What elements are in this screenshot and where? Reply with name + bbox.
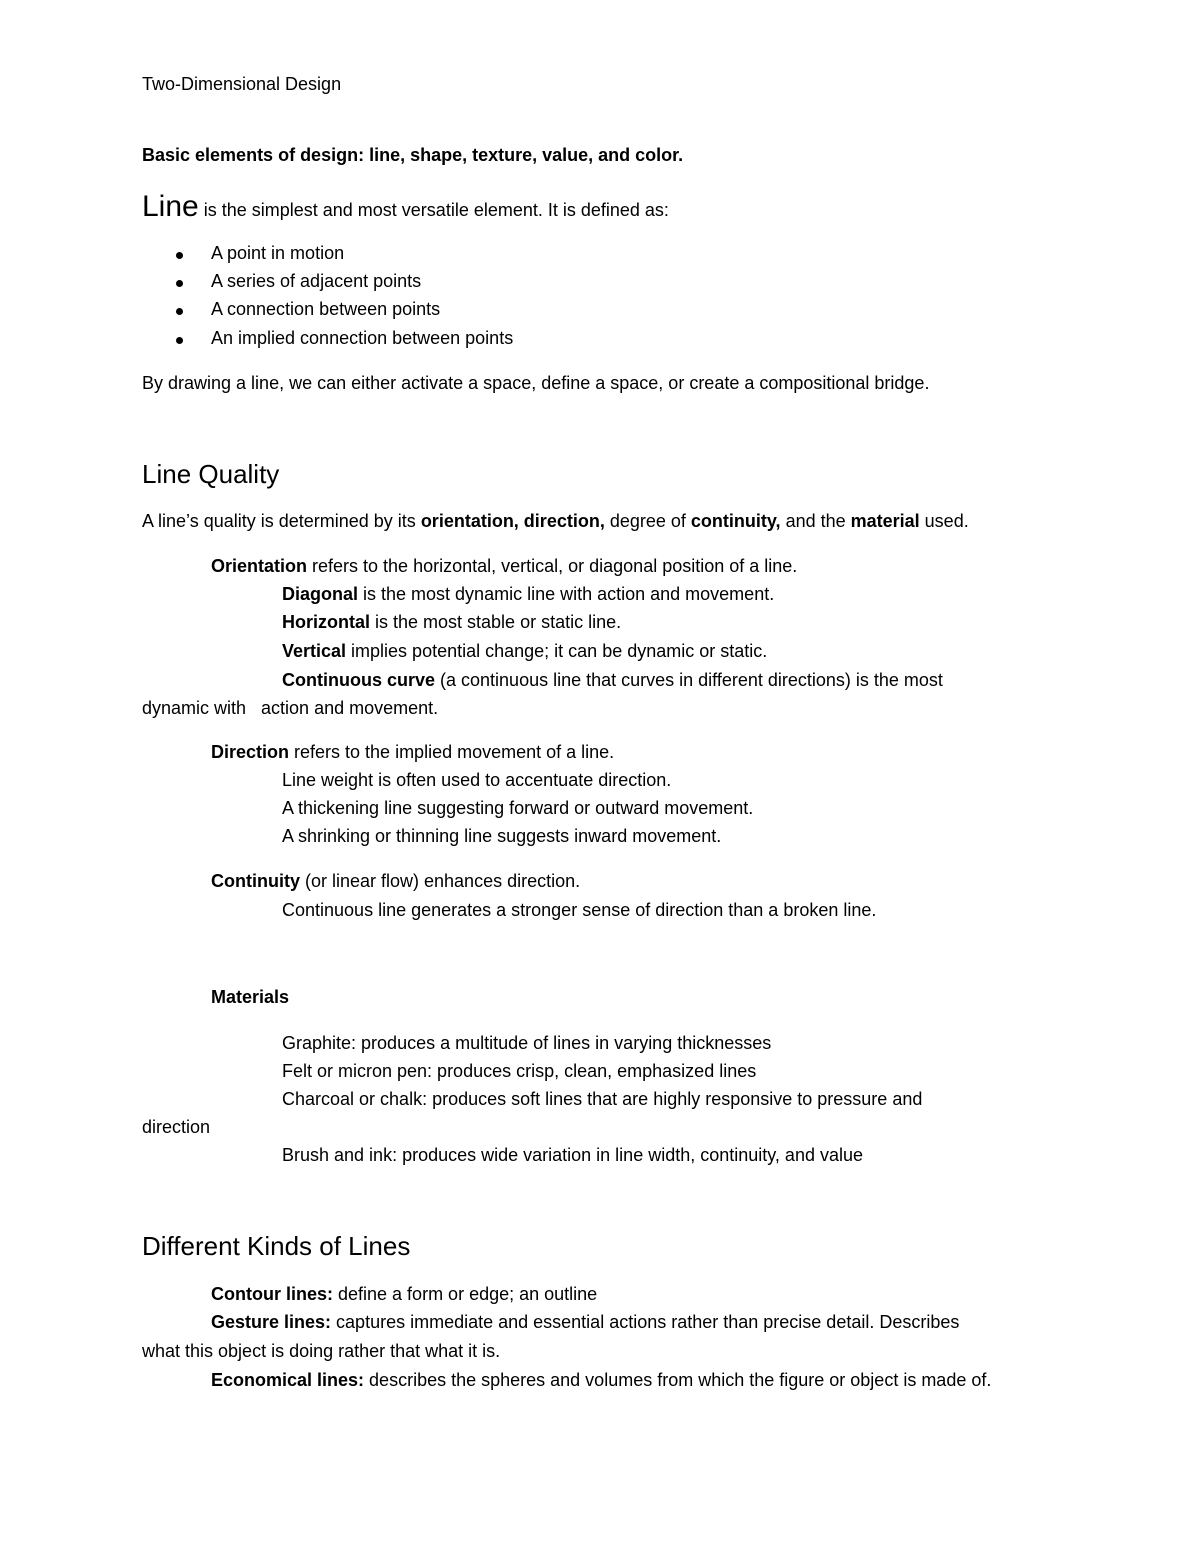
list-item: A connection between points <box>211 299 441 319</box>
intro-bold-term: material <box>850 511 920 531</box>
term-label: Economical lines: <box>211 1370 365 1390</box>
orientation-text: refers to the horizontal, vertical, or diagonal position of a line. <box>307 556 798 576</box>
material-item: Brush and ink: produces wide variation in line width, continuity, and value <box>282 1145 864 1165</box>
list-item: A point in motion <box>211 243 345 263</box>
gesture-lines-item <box>211 1312 959 1334</box>
orientation-label: Orientation <box>211 556 308 576</box>
direction-text: refers to the implied movement of a line. <box>289 742 615 762</box>
economical-lines-item <box>211 1370 991 1392</box>
term-text: describes the spheres and volumes from which the figure or object is made of. <box>364 1370 992 1390</box>
intro-bold-term: orientation, direction, <box>420 511 605 531</box>
bullet-dot-icon <box>176 280 183 287</box>
bullet-dot-icon <box>176 252 183 259</box>
direction-item: A thickening line suggesting forward or outward movement. <box>282 798 754 818</box>
line-word: Line <box>142 190 199 223</box>
material-item-wrap: direction <box>142 1117 211 1137</box>
intro-text: and the <box>780 511 851 531</box>
material-item: Felt or micron pen: produces crisp, clean, emphasized lines <box>282 1061 757 1081</box>
continuity-label: Continuity <box>211 871 300 891</box>
orientation-item <box>282 612 621 634</box>
line-definition <box>142 189 669 225</box>
direction-item: A shrinking or thinning line suggests inward movement. <box>282 826 722 846</box>
term-text: captures immediate and essential actions rather than precise detail. Describes <box>331 1312 960 1332</box>
term-label: Diagonal <box>282 584 359 604</box>
section-title-kinds: Different Kinds of Lines <box>142 1231 411 1261</box>
materials-label: Materials <box>211 987 290 1007</box>
continuity-text: (or linear flow) enhances direction. <box>299 871 581 891</box>
intro-text: degree of <box>604 511 691 531</box>
section-title-line-quality: Line Quality <box>142 459 280 489</box>
intro-heading: Basic elements of design: line, shape, texture, value, and color. <box>142 145 684 165</box>
orientation-item <box>282 670 943 692</box>
term-label: Horizontal <box>282 612 370 632</box>
contour-lines-item <box>211 1284 597 1306</box>
term-text: is the most stable or static line. <box>370 612 622 632</box>
line-quality-intro <box>142 511 969 533</box>
gesture-lines-wrap: what this object is doing rather that what it is. <box>142 1341 501 1361</box>
term-label: Contour lines: <box>211 1284 333 1304</box>
orientation-item-wrap: dynamic with action and movement. <box>142 698 439 718</box>
bullet-dot-icon <box>176 308 183 315</box>
direction-item: Line weight is often used to accentuate direction. <box>282 770 672 790</box>
term-text: implies potential change; it can be dynamic or static. <box>346 641 768 661</box>
term-label: Vertical <box>282 641 347 661</box>
intro-text: used. <box>919 511 969 531</box>
continuity-item: Continuous line generates a stronger sense of direction than a broken line. <box>282 900 877 920</box>
list-item: An implied connection between points <box>211 328 514 348</box>
continuity-paragraph <box>211 871 580 893</box>
orientation-item <box>282 584 774 606</box>
bullet-dot-icon <box>176 337 183 344</box>
term-text: define a form or edge; an outline <box>333 1284 598 1304</box>
intro-bold-term: continuity, <box>690 511 781 531</box>
drawing-paragraph: By drawing a line, we can either activate a space, define a space, or create a compositional bridge. <box>142 373 930 393</box>
term-label: Gesture lines: <box>211 1312 332 1332</box>
document-header: Two-Dimensional Design <box>142 74 342 94</box>
material-item: Charcoal or chalk: produces soft lines that are highly responsive to pressure and <box>282 1089 923 1109</box>
material-item: Graphite: produces a multitude of lines in varying thicknesses <box>282 1033 772 1053</box>
intro-text: A line’s quality is determined by its <box>142 511 421 531</box>
term-text: (a continuous line that curves in different directions) is the most <box>435 670 943 690</box>
orientation-item <box>282 641 767 663</box>
term-text: is the most dynamic line with action and movement. <box>358 584 775 604</box>
list-item: A series of adjacent points <box>211 271 422 291</box>
direction-paragraph <box>211 742 614 764</box>
term-label: Continuous curve <box>282 670 436 690</box>
direction-label: Direction <box>211 742 290 762</box>
line-definition-text: is the simplest and most versatile element. It is defined as: <box>198 200 669 220</box>
orientation-paragraph <box>211 556 797 578</box>
